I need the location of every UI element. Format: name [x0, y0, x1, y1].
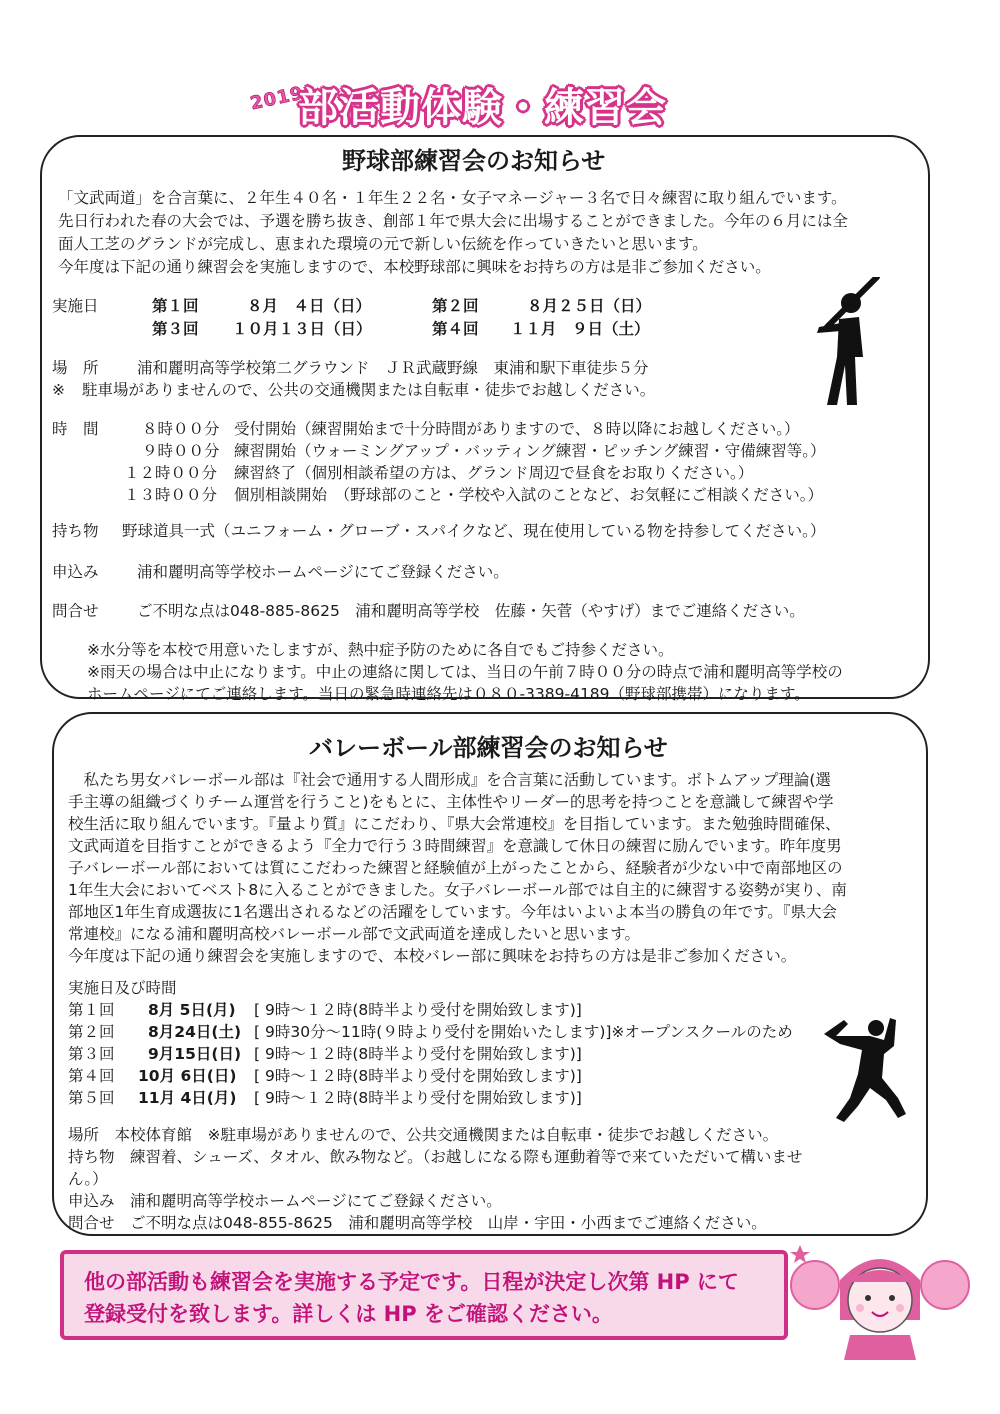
volleyball-session-date: 10月 6日(日): [138, 1067, 237, 1085]
baseball-intro-line: 面人工芝のグランドが完成し、恵まれた環境の元で新しい伝統を作っていきたいと思います。: [58, 235, 708, 253]
baseball-contact: ご不明な点は048-885-8625 浦和麗明高等学校 佐藤・矢菅（やすげ）までご連絡ください。: [137, 602, 805, 620]
volleyball-schedule-label: 実施日及び時間: [68, 979, 177, 997]
volleyball-session-detail: [ 9時30分～11時(９時より受付を開始いたします)]※オープンスクールのため: [254, 1023, 793, 1041]
baseball-apply: 浦和麗明高等学校ホームページにてご登録ください。: [137, 563, 509, 581]
volleyball-session-date: 8月24日(土): [148, 1023, 242, 1041]
baseball-intro-line: 「文武両道」を合言葉に、２年生４０名・１年生２２名・女子マネージャー３名で日々練習に取り組んでいます。: [58, 189, 847, 207]
volleyball-session-no: 第３回: [68, 1045, 115, 1063]
baseball-dates-label: 実施日: [52, 297, 99, 315]
volleyball-contact: 問合せ ご不明な点は048-855-8625 浦和麗明高等学校 山岸・宇田・小西までご連絡ください。: [68, 1214, 767, 1232]
volleyball-intro-line: 私たち男女バレーボール部は『社会で通用する人間形成』を合言葉に活動しています。ボトムアップ理論(選: [68, 771, 831, 789]
baseball-title: 野球部練習会のお知らせ: [342, 147, 606, 175]
baseball-note: ※雨天の場合は中止になります。中止の連絡に関しては、当日の午前７時００分の時点で浦和麗明高等学校の: [87, 663, 843, 681]
baseball-bring-label: 持ち物: [52, 522, 99, 540]
volleyball-session-no: 第２回: [68, 1023, 115, 1041]
baseball-parking: 駐車場がありませんので、公共の交通機関または自転車・徒歩でお越しください。: [82, 381, 656, 399]
volleyball-intro-line: 1年生大会においてベスト8に入ることができました。女子バレーボール部では自主的に練習する姿勢が実り、南: [68, 881, 847, 899]
other-clubs-banner: [60, 1250, 788, 1340]
volleyball-bring: 持ち物 練習着、シューズ、タオル、飲み物など。（お越しになる際も運動着等で来ていただいて構いませ: [68, 1148, 803, 1166]
volleyball-place: 場所 本校体育館 ※駐車場がありませんので、公共交通機関または自転車・徒歩でお越しください。: [68, 1126, 779, 1144]
baseball-intro-line: 今年度は下記の通り練習会を実施しますので、本校野球部に興味をお持ちの方は是非ご参加ください。: [58, 258, 771, 276]
volleyball-session-date: 9月15日(日): [148, 1045, 242, 1063]
baseball-session-date: １１月 ９日（土）: [510, 320, 650, 338]
volleyball-session-detail: [ 9時～１２時(8時半より受付を開始致します)]: [254, 1089, 582, 1107]
baseball-intro-line: 先日行われた春の大会では、予選を勝ち抜き、創部１年で県大会に出場することができました。今年の６月には全: [58, 212, 848, 230]
baseball-bring: 野球道具一式（ユニフォーム・グローブ・スパイクなど、現在使用している物を持参してください。）: [122, 522, 826, 540]
baseball-time: １３時００分: [124, 486, 218, 504]
baseball-time-label: 時 間: [52, 420, 99, 438]
baseball-note: ※水分等を本校で用意いたしますが、熱中症予防のために各自でもご持参ください。: [87, 641, 674, 659]
volleyball-apply: 申込み 浦和麗明高等学校ホームページにてご登録ください。: [68, 1192, 502, 1210]
volleyball-intro-line: 手主導の組織づくりチーム運営を行うこと)をもとに、主体性やリーダー的思考を持つことを意識して練習や学: [68, 793, 834, 811]
volleyball-session-detail: [ 9時～１２時(8時半より受付を開始致します)]: [254, 1045, 582, 1063]
baseball-time: ８時００分: [142, 420, 220, 438]
volleyball-intro-line: 常連校』になる浦和麗明高校バレーボール部で文武両道を達成したいと思います。: [68, 925, 640, 943]
baseball-note: ホームページにてご連絡します。当日の緊急時連絡先は０８０-3389-4189（野球部携帯）になります。: [87, 685, 810, 703]
baseball-session-date: １０月１３日（日）: [232, 320, 372, 338]
baseball-contact-label: 問合せ: [52, 602, 99, 620]
volleyball-intro-line: 文武両道を目指すことができるよう『全力で行う３時間練習』を意識して休日の練習に励んでいます。昨年度男: [68, 837, 842, 855]
volleyball-session-no: 第４回: [68, 1067, 115, 1085]
baseball-session-date: ８月 ４日（日）: [247, 297, 372, 315]
baseball-place: 浦和麗明高等学校第二グラウンド ＪＲ武蔵野線 東浦和駅下車徒歩５分: [137, 359, 649, 377]
baseball-session-no: 第１回: [152, 297, 199, 315]
heading-year: 2019: [248, 82, 306, 115]
volleyball-session-no: 第５回: [68, 1089, 115, 1107]
baseball-session-date: ８月２５日（日）: [527, 297, 652, 315]
volleyball-session-detail: [ 9時～１２時(8時半より受付を開始致します)]: [254, 1067, 582, 1085]
baseball-time-desc: 受付開始（練習開始まで十分時間がありますので、８時以降にお越しください。）: [234, 420, 800, 438]
baseball-time: ９時００分: [142, 442, 220, 460]
baseball-session-no: 第３回: [152, 320, 199, 338]
volleyball-intro-line: 部地区1年生育成選抜に1名選出されるなどの活躍をしています。今年はいよいよ本当の勝負の年です。『県大会: [68, 903, 837, 921]
volleyball-title: バレーボール部練習会のお知らせ: [309, 734, 668, 762]
baseball-intro: [58, 187, 918, 279]
cheerleader-illustration: [790, 1240, 970, 1360]
baseball-time-desc: 練習開始（ウォーミングアップ・バッティング練習・ピッチング練習・守備練習等。）: [234, 442, 826, 460]
baseball-time-desc: 個別相談開始 （野球部のこと・学校や入試のことなど、お気軽にご相談ください。）: [234, 486, 824, 504]
volleyball-session-date: 11月 4日(月): [138, 1089, 237, 1107]
volleyball-session-detail: [ 9時～１２時(8時半より受付を開始致します)]: [254, 1001, 582, 1019]
baseball-session-no: 第４回: [432, 320, 479, 338]
volleyball-intro-line: 子バレーボール部においては質にこだわった練習と経験値が上がったことから、経験者が少ない中で南部地区の: [68, 859, 843, 877]
volleyball-session-date: 8月 5日(月): [148, 1001, 236, 1019]
baseball-apply-label: 申込み: [52, 563, 99, 581]
volleyball-intro-line: 今年度は下記の通り練習会を実施しますので、本校バレー部に興味をお持ちの方は是非ご参加ください。: [68, 947, 797, 965]
baseball-parking-mark: ※: [52, 381, 65, 399]
volleyball-notice-box: [52, 712, 928, 1236]
volleyball-player-icon: [814, 1014, 914, 1124]
banner-line: 他の部活動も練習会を実施する予定です。日程が決定し次第 HP にて: [84, 1270, 739, 1294]
banner-line: 登録受付を致します。詳しくは HP をご確認ください。: [84, 1302, 613, 1326]
volleyball-bring-cont: ん。）: [68, 1170, 108, 1188]
page-heading: [248, 76, 770, 131]
baseball-session-no: 第２回: [432, 297, 479, 315]
baseball-batter-icon: [797, 277, 887, 407]
volleyball-session-no: 第１回: [68, 1001, 115, 1019]
baseball-place-label: 場 所: [52, 359, 99, 377]
heading-title: 部活動体験・練習会: [298, 85, 667, 131]
baseball-time: １２時００分: [124, 464, 218, 482]
volleyball-intro: [68, 769, 928, 967]
baseball-time-desc: 練習終了（個別相談希望の方は、グランド周辺で昼食をお取りください。）: [234, 464, 754, 482]
volleyball-intro-line: 校生活に取り組んでいます。『量より質』にこだわり、『県大会常連校』を目指しています。また勉強時間確保、: [68, 815, 841, 833]
baseball-notice-box: [40, 135, 930, 703]
